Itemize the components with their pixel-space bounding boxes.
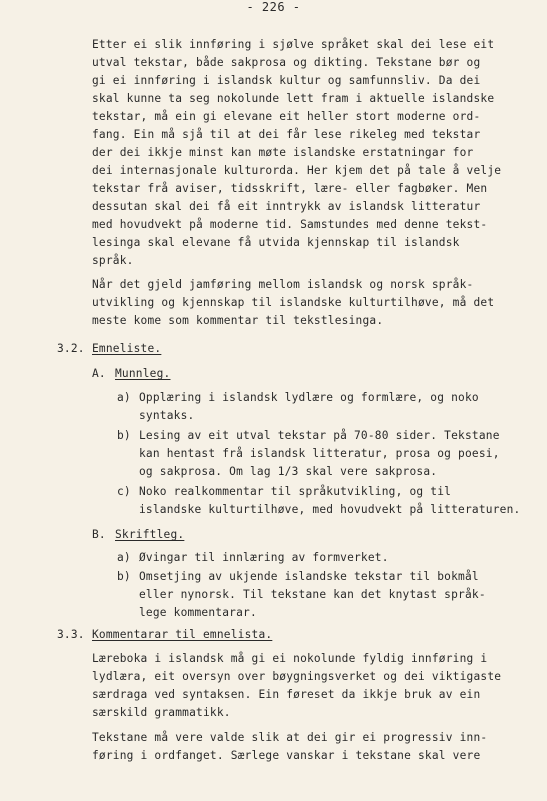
list-item-line: Lesing av eit utval tekstar på 70-80 sider. Tekstane bbox=[139, 429, 500, 442]
list-item-label: b) bbox=[117, 570, 131, 583]
paragraph-line: føring i ordfanget. Særlege vanskar i tekstane skal vere bbox=[92, 749, 481, 762]
list-item-line: lege kommentarar. bbox=[139, 606, 257, 619]
paragraph-line: lesinga skal elevane få utvida kjennskap til islandsk bbox=[92, 236, 460, 249]
paragraph-line: språk. bbox=[92, 254, 134, 267]
paragraph-line: utval tekstar, både sakprosa og dikting. Tekstane bør og bbox=[92, 56, 481, 69]
paragraph-line: Tekstane må vere valde slik at dei gir ei progressiv inn- bbox=[92, 731, 488, 744]
list-item-label: c) bbox=[117, 485, 131, 498]
paragraph-line: tekstar frå aviser, tidsskrift, lære- eller fagbøker. Men bbox=[92, 182, 488, 195]
list-item-line: Noko realkommentar til språkutvikling, og til bbox=[139, 485, 452, 498]
paragraph-line: der dei ikkje minst kan møte islandske erstatningar for bbox=[92, 146, 474, 159]
list-item-line: Øvingar til innlæring av formverket. bbox=[139, 551, 389, 564]
paragraph-line: skal kunne ta seg nokolunde lett fram i aktuelle islandske bbox=[92, 92, 495, 105]
subsection-label: A. bbox=[92, 367, 106, 380]
list-item-line: islandske kulturtilhøve, med hovudvekt på litteraturen. bbox=[139, 503, 521, 516]
paragraph-line: tekstar, må ein gi elevane eit heller stort moderne ord- bbox=[92, 110, 481, 123]
section-number: 3.2. bbox=[57, 342, 85, 355]
list-item-line: og sakprosa. Om lag 1/3 skal vere sakprosa. bbox=[139, 465, 438, 478]
list-item-line: Opplæring i islandsk lydlære og formlære, og noko bbox=[139, 391, 479, 404]
paragraph-line: dei internasjonale kulturorda. Her kjem det på tale å velje bbox=[92, 164, 502, 177]
paragraph-line: med hovudvekt på moderne tid. Samstundes med denne tekst- bbox=[92, 218, 488, 231]
paragraph-line: Når det gjeld jamføring mellom islandsk og norsk språk- bbox=[92, 278, 474, 291]
subsection-label: B. bbox=[92, 528, 106, 541]
list-item-line: eller nynorsk. Til tekstane kan det knytast språk- bbox=[139, 588, 486, 601]
list-item-label: a) bbox=[117, 391, 131, 404]
paragraph-line: dessutan skal dei få eit inntrykk av islandsk litteratur bbox=[92, 200, 481, 213]
paragraph-line: gi ei innføring i islandsk kultur og samfunnsliv. Da dei bbox=[92, 74, 481, 87]
paragraph-line: lydlæra, eit oversyn over bøygningsverket og dei viktigaste bbox=[92, 670, 502, 683]
paragraph-line: utvikling og kjennskap til islandske kulturtilhøve, må det bbox=[92, 296, 495, 309]
page-number: - 226 - bbox=[246, 0, 301, 14]
subsection-title: Skriftleg. bbox=[115, 528, 185, 541]
paragraph-line: Etter ei slik innføring i sjølve språket skal dei lese eit bbox=[92, 38, 495, 51]
list-item-line: kan hentast frå islandsk litteratur, prosa og poesi, bbox=[139, 447, 500, 460]
section-title: Emneliste. bbox=[92, 342, 162, 355]
paragraph-line: fang. Ein må sjå til at dei får lese rikeleg med tekstar bbox=[92, 128, 481, 141]
paragraph-line: meste kome som kommentar til tekstlesinga. bbox=[92, 314, 384, 327]
subsection-title: Munnleg. bbox=[115, 367, 171, 380]
list-item-line: Omsetjing av ukjende islandske tekstar til bokmål bbox=[139, 570, 479, 583]
list-item-label: a) bbox=[117, 551, 131, 564]
section-number: 3.3. bbox=[57, 628, 85, 641]
paragraph-line: særskild grammatikk. bbox=[92, 706, 231, 719]
list-item-label: b) bbox=[117, 429, 131, 442]
section-title: Kommentarar til emnelista. bbox=[92, 628, 273, 641]
paragraph-line: Læreboka i islandsk må gi ei nokolunde fyldig innføring i bbox=[92, 652, 488, 665]
paragraph-line: særdraga ved syntaksen. Ein føreset da ikkje bruk av ein bbox=[92, 688, 481, 701]
list-item-line: syntaks. bbox=[139, 409, 195, 422]
